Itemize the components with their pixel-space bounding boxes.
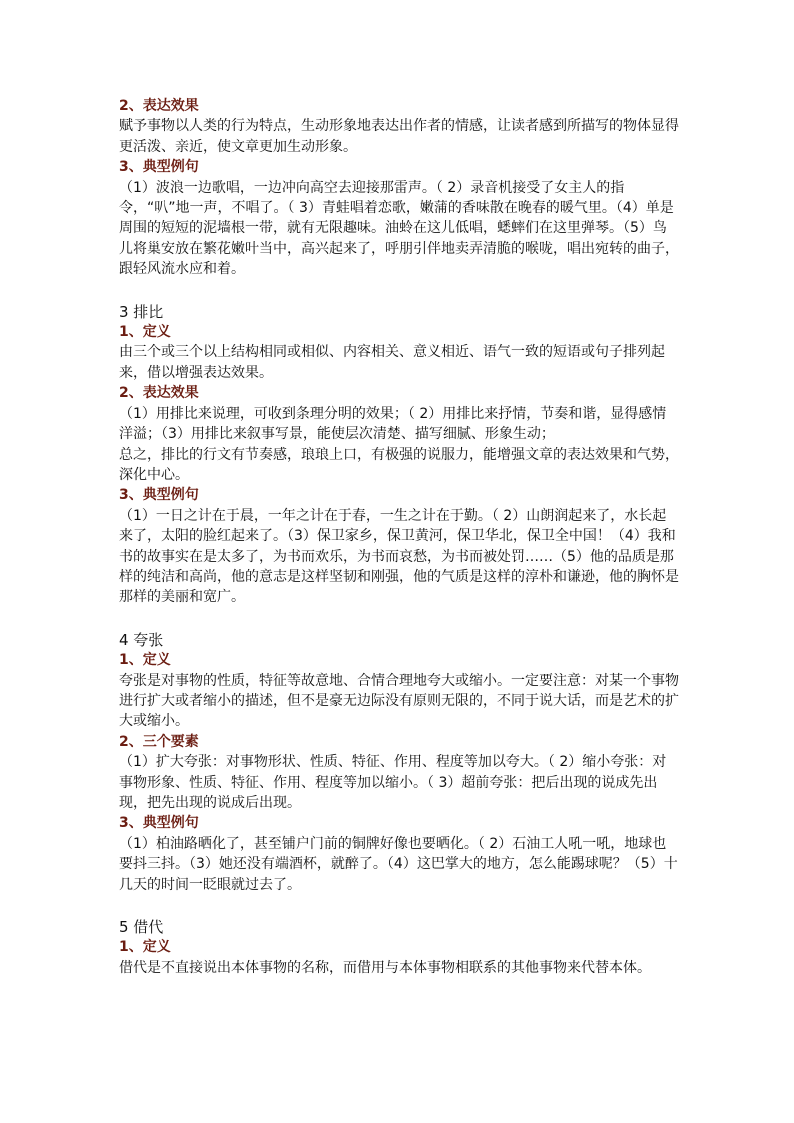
paragraph-definition: 夸张是对事物的性质，特征等故意地、合情合理地夸大或缩小。一定要注意：对某一个事物进行扩大或者缩小的描述，但不是豪无边际没有原则无限的，不同于说大话，而是艺术的扩大或缩小。 (119, 672, 679, 730)
paragraph-effect-summary: 总之，排比的行文有节奏感，琅琅上口，有极强的说服力，能增强文章的表达效果和气势，深化中心。 (119, 446, 679, 483)
paragraph-elements: （1）扩大夸张：对事物形状、性质、特征、作用、程度等加以夸大。（ 2）缩小夸张：对事物形象、性质、特征、作用、程度等加以缩小。（ 3）超前夸张：把后出现的说成先出现，把先出现的说成后出现。 (119, 754, 667, 811)
heading-typical-examples: 3、典型例句 (119, 815, 199, 832)
paragraph-examples: （1）一日之计在于晨，一年之计在于春，一生之计在于勤。（ 2）山朗润起来了，水长起来了，太阳的脸红起来了。（3）保卫家乡，保卫黄河，保卫华北，保卫全中国！（4）我和书的故事实在是太多了，为书而欢乐，为书而哀愁，为书而被处罚……（5）他的品质是那样的纯洁和高尚，他的意志是这样坚韧和刚强，他的气质是这样的淳朴和谦逊，他的胸怀是那样的美丽和宽广。 (119, 507, 679, 606)
section-title-hyperbole: 4 夸张 (119, 630, 164, 649)
heading-definition: 1、定义 (119, 324, 171, 341)
section-title-parallelism: 3 排比 (119, 302, 164, 321)
paragraph-examples: （1）柏油路晒化了，甚至铺户门前的铜牌好像也要晒化。（ 2）石油工人吼一吼，地球也要抖三抖。（3）她还没有端酒杯，就醉了。（4）这巴掌大的地方，怎么能踢球呢？（5）十几天的时间一眨眼就过去了。 (119, 835, 678, 893)
heading-definition: 1、定义 (119, 939, 171, 956)
heading-typical-examples: 3、典型例句 (119, 159, 199, 176)
paragraph-expressive-effect: 赋予事物以人类的行为特点，生动形象地表达出作者的情感，让读者感到所描写的物体显得更活泼、亲近，使文章更加生动形象。 (119, 118, 679, 155)
paragraph-effect-list: （1）用排比来说理，可收到条理分明的效果；（ 2）用排比来抒情，节奏和谐，显得感情洋溢；（3）用排比来叙事写景，能使层次清楚、描写细腻、形象生动； (119, 405, 667, 443)
document-page (119, 96, 679, 978)
heading-three-elements: 2、三个要素 (119, 733, 199, 750)
heading-expressive-effect: 2、表达效果 (119, 98, 199, 114)
paragraph-definition: 借代是不直接说出本体事物的名称，而借用与本体事物相联系的其他事物来代替本体。 (119, 959, 651, 976)
heading-typical-examples: 3、典型例句 (119, 487, 199, 504)
heading-expressive-effect: 2、表达效果 (119, 385, 199, 402)
heading-definition: 1、定义 (119, 652, 171, 669)
paragraph-examples: （1）波浪一边歌唱，一边冲向高空去迎接那雷声。（ 2）录音机接受了女主人的指令，“叭”地一声，不唱了。（ 3）青蛙唱着恋歌，嫩蒲的香味散在晚春的暖气里。（4）单是周围的短短的泥墙根一带，就有无限趣味。油蛉在这儿低唱，蟋蟀们在这里弹琴。（5）鸟儿将巢安放在繁花嫩叶当中，高兴起来了，呼朋引伴地卖弄清脆的喉咙，唱出宛转的曲子，跟轻风流水应和着。 (119, 179, 679, 278)
paragraph-definition: 由三个或三个以上结构相同或相似、内容相关、意义相近、语气一致的短语或句子排列起来，借以增强表达效果。 (119, 344, 665, 381)
section-title-metonymy: 5 借代 (119, 918, 164, 937)
